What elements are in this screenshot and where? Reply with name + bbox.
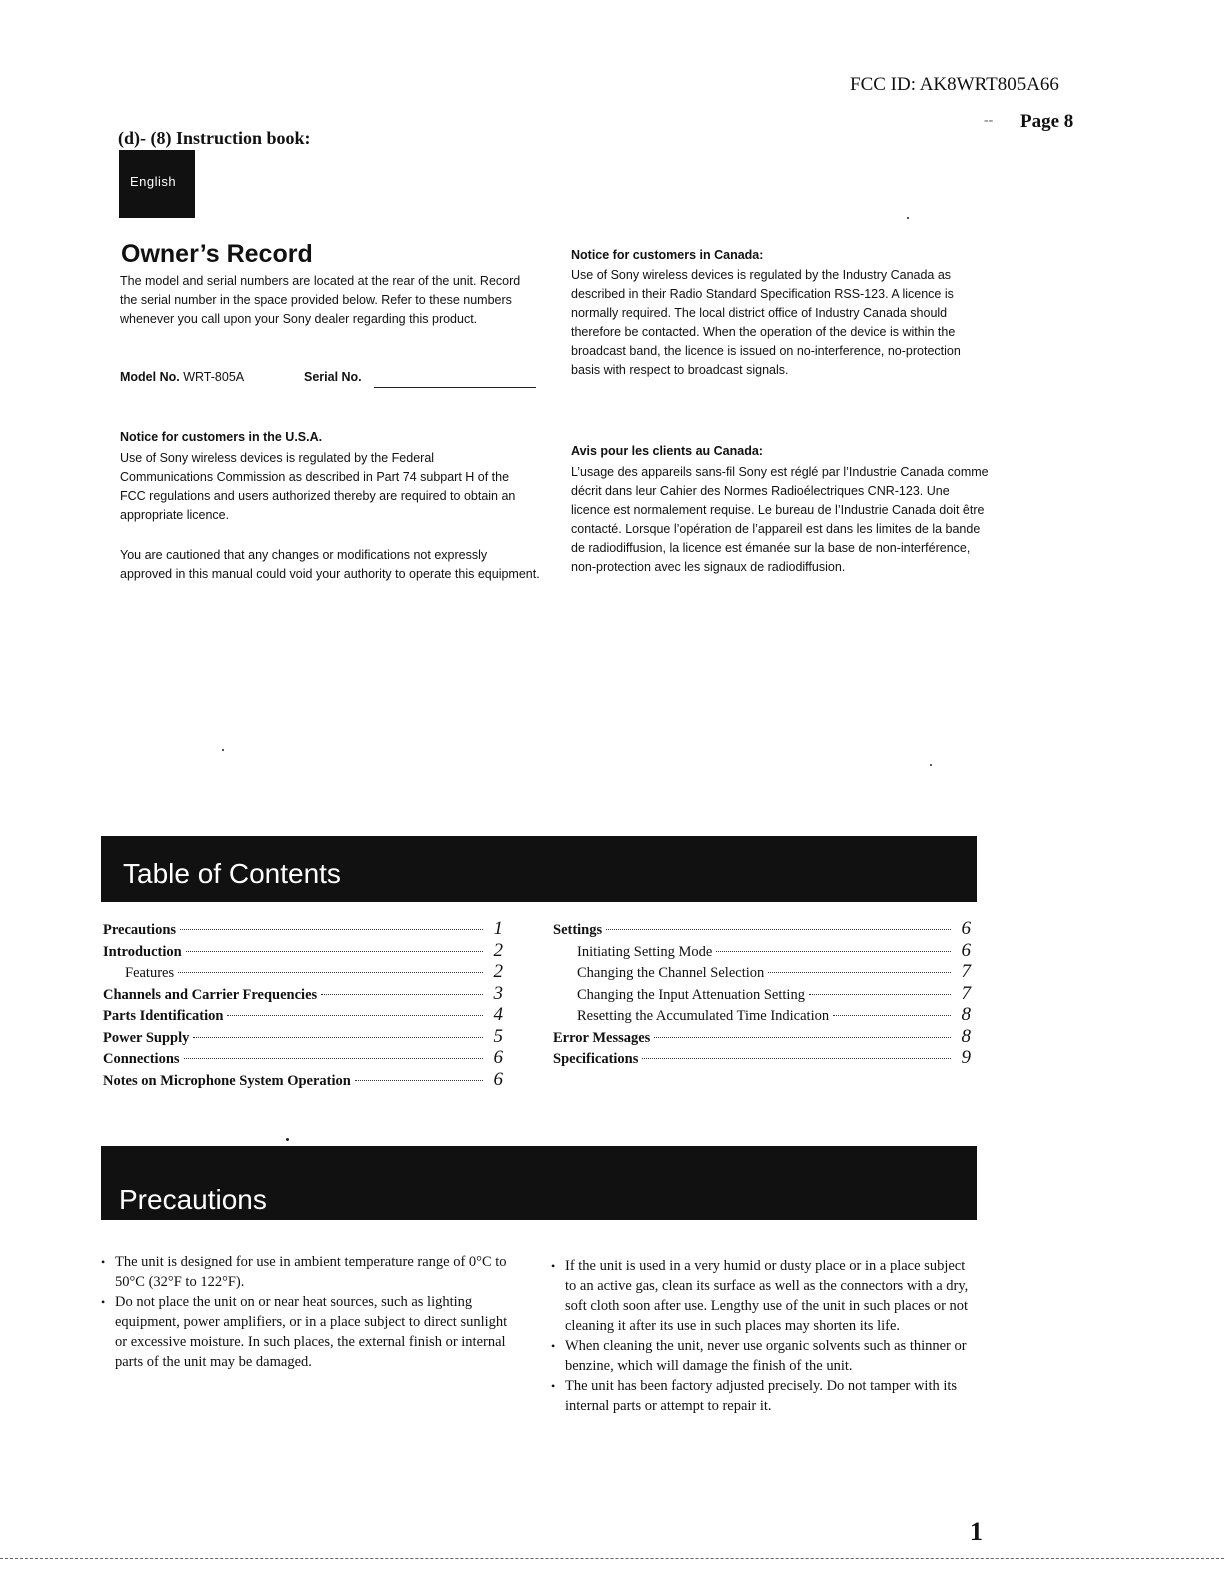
toc-entry-title: Power Supply	[103, 1029, 190, 1046]
toc-entry-page: 1	[493, 918, 503, 939]
model-label: Model No.	[120, 370, 180, 384]
model-number-line	[120, 370, 244, 384]
toc-entry-page: 9	[961, 1047, 971, 1068]
toc-entry	[577, 961, 971, 981]
toc-entry	[125, 961, 503, 981]
serial-number-blank	[374, 387, 536, 388]
toc-leader-dots	[184, 1058, 483, 1059]
toc-entry	[577, 940, 971, 960]
toc-entry-page: 7	[961, 961, 971, 982]
precautions-header-bar	[101, 1146, 977, 1220]
scan-speck	[930, 764, 932, 766]
toc-entry	[103, 983, 503, 1003]
toc-entry-page: 7	[961, 982, 971, 1004]
notice-canada-body: Use of Sony wireless devices is regulated by the Industry Canada as described in their Radio Standard Specification RSS-123. A licence is normally required. The local district office of Industry Canada should therefore be contacted. When the operation of the device is within the broadcast band, the licence is issued on no-interference, no-protection basis with respect to broadcast signals.	[571, 268, 961, 377]
toc-entry-title: Resetting the Accumulated Time Indication	[577, 1008, 830, 1024]
language-tab	[119, 150, 195, 218]
toc-entry	[103, 918, 503, 938]
toc-leader-dots	[654, 1037, 951, 1038]
toc-entry-title: Initiating Setting Mode	[577, 943, 713, 960]
section-label: (d)- (8) Instruction book:	[118, 128, 311, 148]
toc-title: Table of Contents	[123, 858, 341, 889]
toc-leader-dots	[606, 929, 951, 930]
language-tab-label: English	[130, 174, 177, 189]
toc-entry-title: Changing the Channel Selection	[577, 965, 765, 981]
toc-leader-dots	[193, 1037, 483, 1038]
toc-header-bar	[101, 836, 977, 902]
toc-entry-title: Channels and Carrier Frequencies	[103, 986, 318, 1003]
serial-label: Serial No.	[304, 370, 362, 384]
toc-leader-dots	[768, 972, 951, 973]
toc-entry-title: Settings	[553, 922, 603, 938]
toc-entry-page: 6	[961, 939, 971, 961]
toc-entry	[103, 1069, 503, 1089]
toc-entry-page: 5	[493, 1025, 503, 1047]
page-dash: --	[984, 113, 994, 128]
toc-leader-dots	[642, 1058, 951, 1059]
fcc-id: FCC ID: AK8WRT805A66	[850, 74, 1059, 95]
scan-speck	[222, 749, 224, 751]
precaution-item: • If the unit is used in a very humid or dusty place or in a place subject to an active gas, clean its surface as well as the connectors with a dry, soft cloth soon after use. Lengthy use of the unit in such places or not cleaning it after its use in such places may shorten its life.	[551, 1256, 971, 1336]
toc-leader-dots	[180, 929, 483, 930]
scan-speck	[907, 217, 909, 219]
toc-entry-page: 3	[493, 982, 503, 1004]
toc-entry-title: Parts Identification	[103, 1008, 224, 1024]
toc-entry	[553, 918, 971, 938]
toc-entry-page: 2	[493, 939, 503, 961]
toc-entry-title: Notes on Microphone System Operation	[103, 1072, 351, 1089]
owners-record-body: The model and serial numbers are located at the rear of the unit. Record the serial number in the space provided below. Refer to these numbers whenever you call upon your Sony dealer regarding this product.	[120, 274, 521, 326]
toc-entry-title: Specifications	[553, 1051, 639, 1067]
toc-leader-dots	[321, 994, 483, 995]
toc-leader-dots	[716, 951, 951, 952]
toc-entry	[553, 1026, 971, 1046]
toc-entry-title: Features	[125, 965, 175, 981]
scan-speck	[286, 1138, 289, 1141]
toc-entry	[103, 1047, 503, 1067]
toc-entry	[103, 940, 503, 960]
toc-entry-page: 8	[961, 1025, 971, 1047]
page-label: Page 8	[1020, 111, 1074, 132]
toc-leader-dots	[186, 951, 483, 952]
precaution-item: • The unit has been factory adjusted precisely. Do not tamper with its internal parts or attempt to repair it.	[551, 1376, 971, 1416]
precautions-left-list	[101, 1252, 521, 1372]
bottom-rule	[0, 1558, 1224, 1560]
toc-entry-title: Error Messages	[553, 1029, 651, 1046]
toc-entry-page: 4	[493, 1004, 503, 1025]
page-number: 1	[970, 1517, 983, 1546]
precaution-item: • Do not place the unit on or near heat sources, such as lighting equipment, power amplifiers, or in a place subject to direct sunlight or excessive moisture. In such places, the external finish or internal parts of the unit may be damaged.	[101, 1292, 521, 1372]
toc-entry	[577, 983, 971, 1003]
toc-leader-dots	[809, 994, 951, 995]
precaution-item: • The unit is designed for use in ambient temperature range of 0°C to 50°C (32°F to 122°F).	[101, 1252, 521, 1292]
toc-entry-page: 2	[493, 961, 503, 982]
notice-usa-body: Use of Sony wireless devices is regulated by the Federal Communications Commission as described in Part 74 subpart H of the FCC regulations and users authorized thereby are required to obtain an appropriate licence.	[120, 451, 516, 522]
toc-leader-dots	[833, 1015, 951, 1016]
toc-entry-page: 6	[493, 1047, 503, 1068]
toc-entry-page: 6	[493, 1068, 503, 1090]
toc-entry-title: Precautions	[103, 922, 177, 938]
toc-leader-dots	[355, 1080, 483, 1081]
toc-entry-page: 8	[961, 1004, 971, 1025]
precaution-item: • When cleaning the unit, never use organic solvents such as thinner or benzine, which will damage the finish of the unit.	[551, 1336, 971, 1376]
precautions-title: Precautions	[119, 1184, 267, 1215]
toc-entry	[103, 1004, 503, 1024]
notice-usa-heading: Notice for customers in the U.S.A.	[120, 430, 323, 444]
toc-entry-title: Introduction	[103, 943, 182, 960]
toc-entry	[577, 1004, 971, 1024]
model-value: WRT-805A	[183, 370, 245, 384]
toc-leader-dots	[178, 972, 483, 973]
caution-text: You are cautioned that any changes or modifications not expressly approved in this manual could void your authority to operate this equipment.	[120, 548, 540, 581]
precautions-right-list	[551, 1256, 971, 1416]
toc-entry	[103, 1026, 503, 1046]
toc-entry	[553, 1047, 971, 1067]
notice-canada-heading: Notice for customers in Canada:	[571, 248, 764, 262]
avis-canada-heading: Avis pour les clients au Canada:	[571, 444, 763, 458]
toc-leader-dots	[227, 1015, 483, 1016]
avis-canada-body: L’usage des appareils sans-fil Sony est réglé par l’Industrie Canada comme décrit dans leur Cahier des Normes Radioélectriques CNR-123. Une licence est normalement requise. Le bureau de l’Industrie Canada doit être contacté. Lorsque l’opération de l’appareil est dans les limites de la bande de radiodiffusion, la licence est émanée sur la base de non-interférence, non-protection avec les signaux de radiodiffusion.	[571, 465, 989, 574]
owners-record-title: Owner’s Record	[121, 240, 313, 268]
toc-entry-page: 6	[961, 918, 971, 939]
toc-entry-title: Connections	[103, 1051, 180, 1067]
toc-entry-title: Changing the Input Attenuation Setting	[577, 986, 805, 1003]
